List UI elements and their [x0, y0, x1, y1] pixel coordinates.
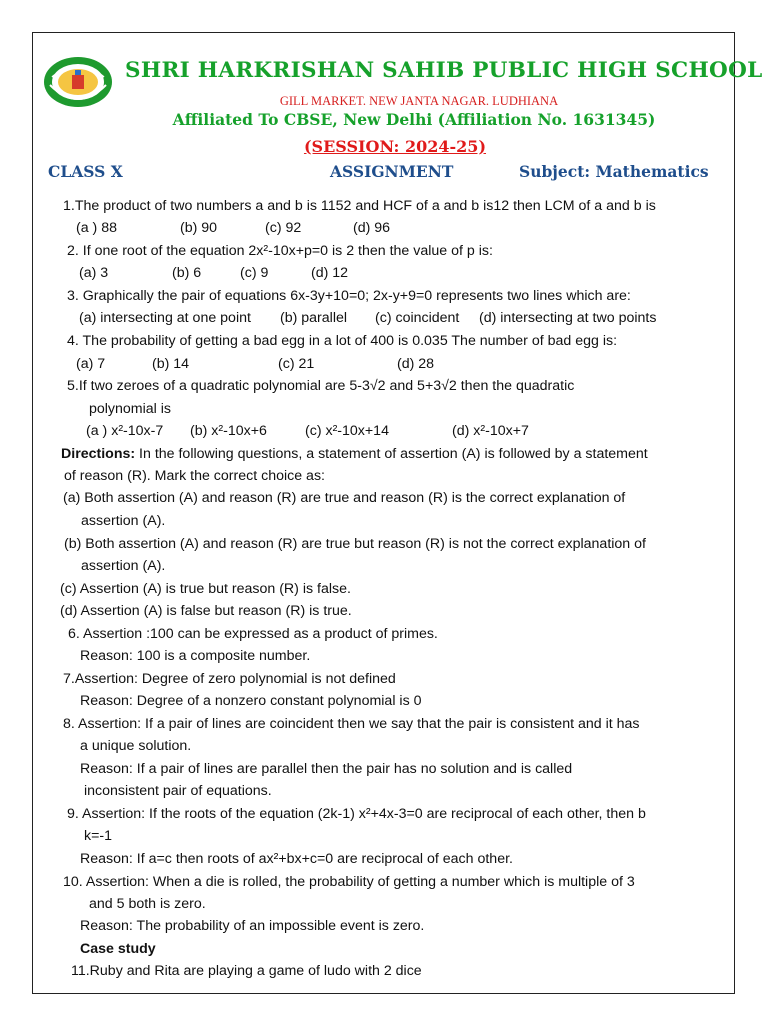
q1-option-a: (a ) 88: [76, 220, 118, 236]
question-6: 6. Assertion :100 can be expressed as a product of primes.: [68, 626, 438, 642]
question-10: 10. Assertion: When a die is rolled, the probability of getting a number which is multiple of 3: [63, 874, 635, 890]
q2-option-b: (b) 6: [172, 265, 202, 281]
question-9-continued: k=-1: [84, 828, 112, 844]
case-study-heading: Case study: [80, 941, 156, 957]
choice-a: (a) Both assertion (A) and reason (R) are true and reason (R) is the correct explanation of: [63, 490, 626, 506]
question-1: 1.The product of two numbers a and b is 1152 and HCF of a and b is12 then LCM of a and b is: [63, 198, 656, 214]
q4-option-a: (a) 7: [76, 356, 106, 372]
question-2: 2. If one root of the equation 2x²-10x+p=0 is 2 then the value of p is:: [67, 243, 493, 259]
choice-d: (d) Assertion (A) is false but reason (R) is true.: [60, 603, 352, 619]
q4-option-b: (b) 14: [152, 356, 190, 372]
choice-a-continued: assertion (A).: [81, 513, 166, 529]
directions-body: In the following questions, a statement of assertion (A) is followed by a statement: [135, 446, 648, 462]
question-7: 7.Assertion: Degree of zero polynomial is not defined: [63, 671, 396, 687]
session-label: (SESSION: 2024-25): [303, 137, 487, 156]
q1-option-b: (b) 90: [180, 220, 218, 236]
choice-c: (c) Assertion (A) is true but reason (R) is false.: [60, 581, 351, 597]
q5-option-a: (a ) x²-10x-7: [86, 423, 164, 439]
affiliation-line: Affiliated To CBSE, New Delhi (Affiliation No. 1631345): [172, 110, 656, 129]
q7-reason: Reason: Degree of a nonzero constant polynomial is 0: [80, 693, 422, 709]
class-label: CLASS X: [48, 162, 123, 181]
subject-label: Subject: Mathematics: [519, 162, 709, 181]
q9-reason: Reason: If a=c then roots of ax²+bx+c=0 are reciprocal of each other.: [80, 851, 513, 867]
question-11: 11.Ruby and Rita are playing a game of ludo with 2 dice: [71, 963, 422, 979]
directions-label: Directions:: [61, 446, 136, 462]
q8-reason-continued: inconsistent pair of equations.: [84, 783, 272, 799]
assignment-title: ASSIGNMENT: [330, 162, 454, 181]
q2-option-d: (d) 12: [311, 265, 349, 281]
q6-reason: Reason: 100 is a composite number.: [80, 648, 311, 664]
q2-option-a: (a) 3: [79, 265, 109, 281]
q1-option-d: (d) 96: [353, 220, 391, 236]
question-5-continued: polynomial is: [89, 401, 172, 417]
question-9: 9. Assertion: If the roots of the equation (2k-1) x²+4x-3=0 are reciprocal of each other, then b: [67, 806, 646, 822]
q3-option-d: (d) intersecting at two points: [479, 310, 657, 326]
q10-reason: Reason: The probability of an impossible event is zero.: [80, 918, 425, 934]
q2-option-c: (c) 9: [240, 265, 269, 281]
q5-option-d: (d) x²-10x+7: [452, 423, 529, 439]
question-4: 4. The probability of getting a bad egg in a lot of 400 is 0.035 The number of bad egg is:: [67, 333, 618, 349]
question-10-continued: and 5 both is zero.: [89, 896, 206, 912]
directions-continued: of reason (R). Mark the correct choice as:: [64, 468, 325, 484]
q4-option-d: (d) 28: [397, 356, 435, 372]
q4-option-c: (c) 21: [278, 356, 315, 372]
choice-b-continued: assertion (A).: [81, 558, 166, 574]
question-5: 5.If two zeroes of a quadratic polynomial are 5-3√2 and 5+3√2 then the quadratic: [67, 378, 575, 394]
q1-option-c: (c) 92: [265, 220, 302, 236]
q8-reason: Reason: If a pair of lines are parallel then the pair has no solution and is called: [80, 761, 573, 777]
question-3: 3. Graphically the pair of equations 6x-3y+10=0; 2x-y+9=0 represents two lines which are:: [67, 288, 631, 304]
q5-option-b: (b) x²-10x+6: [190, 423, 267, 439]
choice-b: (b) Both assertion (A) and reason (R) are true but reason (R) is not the correct explanation of: [64, 536, 646, 552]
school-name: SHRI HARKRISHAN SAHIB PUBLIC HIGH SCHOOL: [125, 58, 763, 83]
q3-option-b: (b) parallel: [280, 310, 348, 326]
q3-option-c: (c) coincident: [375, 310, 460, 326]
question-8-continued: a unique solution.: [80, 738, 192, 754]
question-8: 8. Assertion: If a pair of lines are coincident then we say that the pair is consistent and it has: [63, 716, 640, 732]
q5-option-c: (c) x²-10x+14: [305, 423, 389, 439]
directions-text: [61, 445, 648, 463]
school-address: GILL MARKET. NEW JANTA NAGAR. LUDHIANA: [279, 94, 559, 108]
q3-option-a: (a) intersecting at one point: [79, 310, 251, 326]
